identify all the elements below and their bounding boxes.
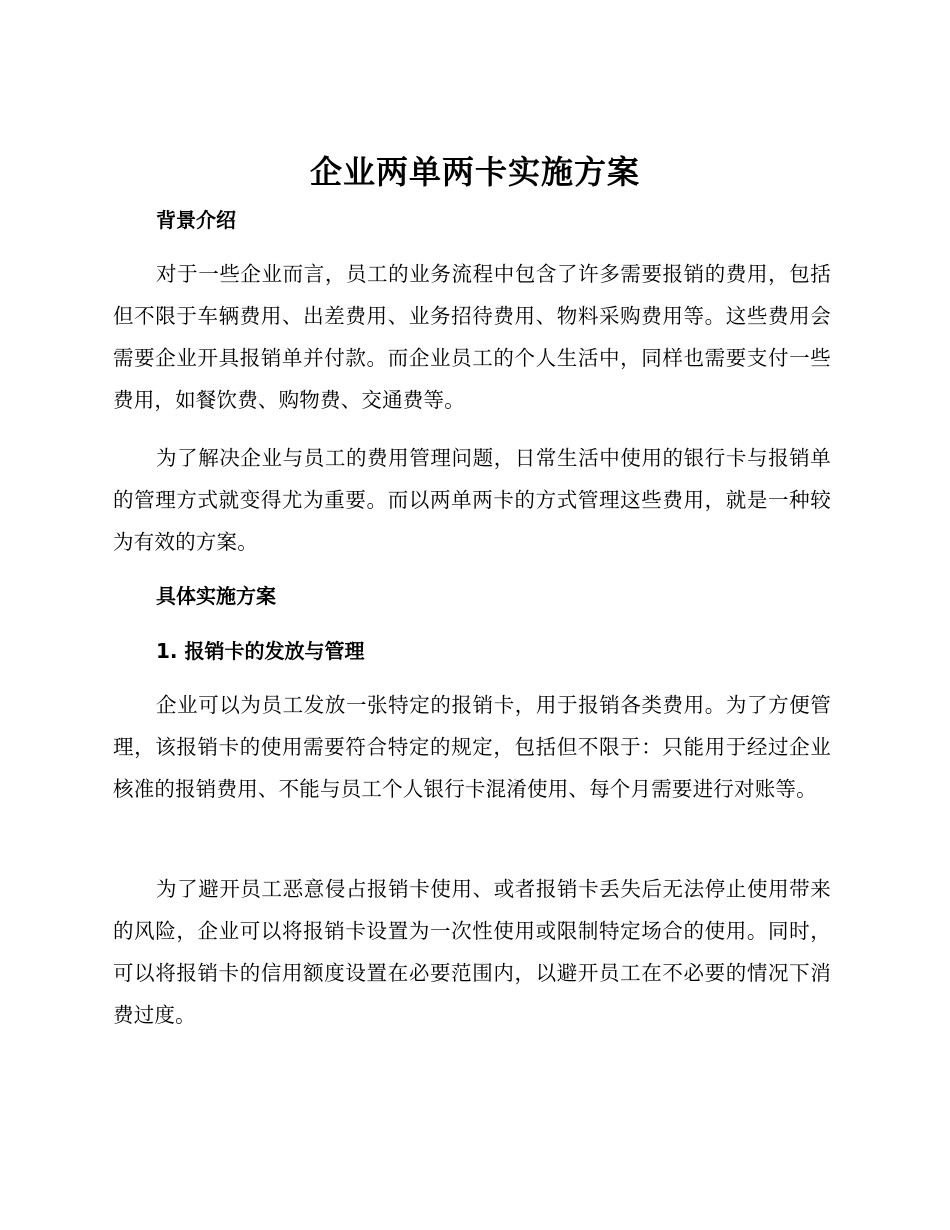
paragraph: 企业可以为员工发放一张特定的报销卡，用于报销各类费用。为了方便管理，该报销卡的使用需要符合特定的规定，包括但不限于：只能用于经过企业核准的报销费用、不能与员工个人银行卡混淆使用、每个月需要进行对账等。 [113,693,831,801]
section-heading-background: 背景介绍 [156,208,236,232]
paragraph: 为了避开员工恶意侵占报销卡使用、或者报销卡丢失后无法停止使用带来的风险，企业可以将报销卡设置为一次性使用或限制特定场合的使用。同时，可以将报销卡的信用额度设置在必要范围内，以避开员工在不必要的情况下消费过度。 [113,877,831,1027]
section-heading-implementation: 具体实施方案 [156,584,276,608]
subsection-heading: 1. 报销卡的发放与管理 [156,639,365,663]
document-title: 企业两单两卡实施方案 [309,153,640,191]
paragraph: 对于一些企业而言，员工的业务流程中包含了许多需要报销的费用，包括但不限于车辆费用、出差费用、业务招待费用、物料采购费用等。这些费用会需要企业开具报销单并付款。而企业员工的个人生活中，同样也需要支付一些费用，如餐饮费、购物费、交通费等。 [113,262,831,412]
paragraph: 为了解决企业与员工的费用管理问题，日常生活中使用的银行卡与报销单的管理方式就变得尤为重要。而以两单两卡的方式管理这些费用，就是一种较为有效的方案。 [113,446,831,554]
